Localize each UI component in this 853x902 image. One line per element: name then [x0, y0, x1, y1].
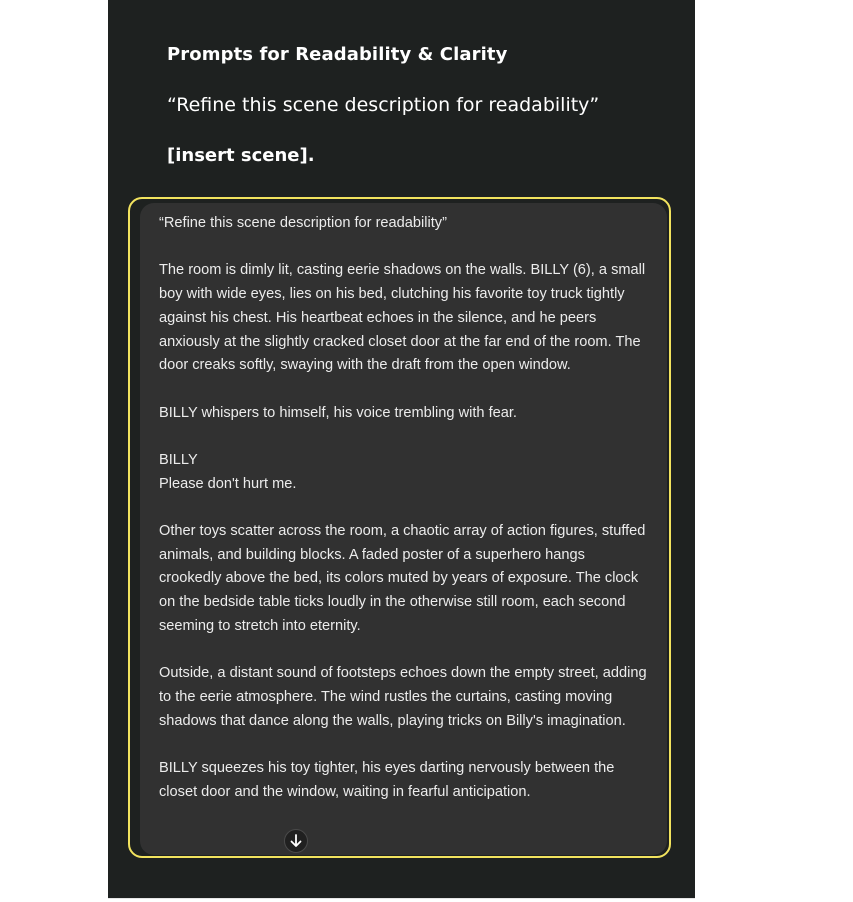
chat-paragraph: BILLY whispers to himself, his voice trembling with fear.: [159, 404, 517, 421]
highlight-frame: [128, 197, 671, 858]
chat-paragraph: The room is dimly lit, casting eerie shadows on the walls. BILLY (6), a small boy with wide eyes, lies on his bed, clutching his favorite toy truck tightly against his chest. His heartbeat echoes in the silence, and he peers anxiously at the slightly cracked closet door at the far end of the room. The door creaks softly, swaying with the draft from the open window.: [159, 262, 646, 374]
chat-paragraph: BILLY squeezes his toy tighter, his eyes darting nervously between the closet door and the window, waiting in fearful anticipation.: [159, 760, 615, 800]
divider: [108, 898, 695, 899]
dialogue-line: Please don't hurt me.: [159, 475, 297, 492]
character-name: BILLY: [159, 451, 198, 468]
chat-paragraph: Outside, a distant sound of footsteps echoes down the empty street, adding to the eerie atmosphere. The wind rustles the curtains, casting moving shadows that dance along the walls, playing tricks on Billy's imagination.: [159, 665, 647, 729]
prompt-text: “Refine this scene description for readability”: [167, 94, 600, 116]
section-heading: Prompts for Readability & Clarity: [167, 44, 508, 65]
insert-scene-text: [insert scene].: [167, 145, 315, 166]
chat-prompt-echo: “Refine this scene description for readability”: [159, 215, 447, 231]
chat-paragraph: Other toys scatter across the room, a chaotic array of action figures, stuffed animals, and building blocks. A faded poster of a superhero hangs crookedly above the bed, its colors muted by years of exposure. The clock on the bedside table ticks loudly in the otherwise still room, each second seeming to stretch into eternity.: [159, 523, 646, 634]
